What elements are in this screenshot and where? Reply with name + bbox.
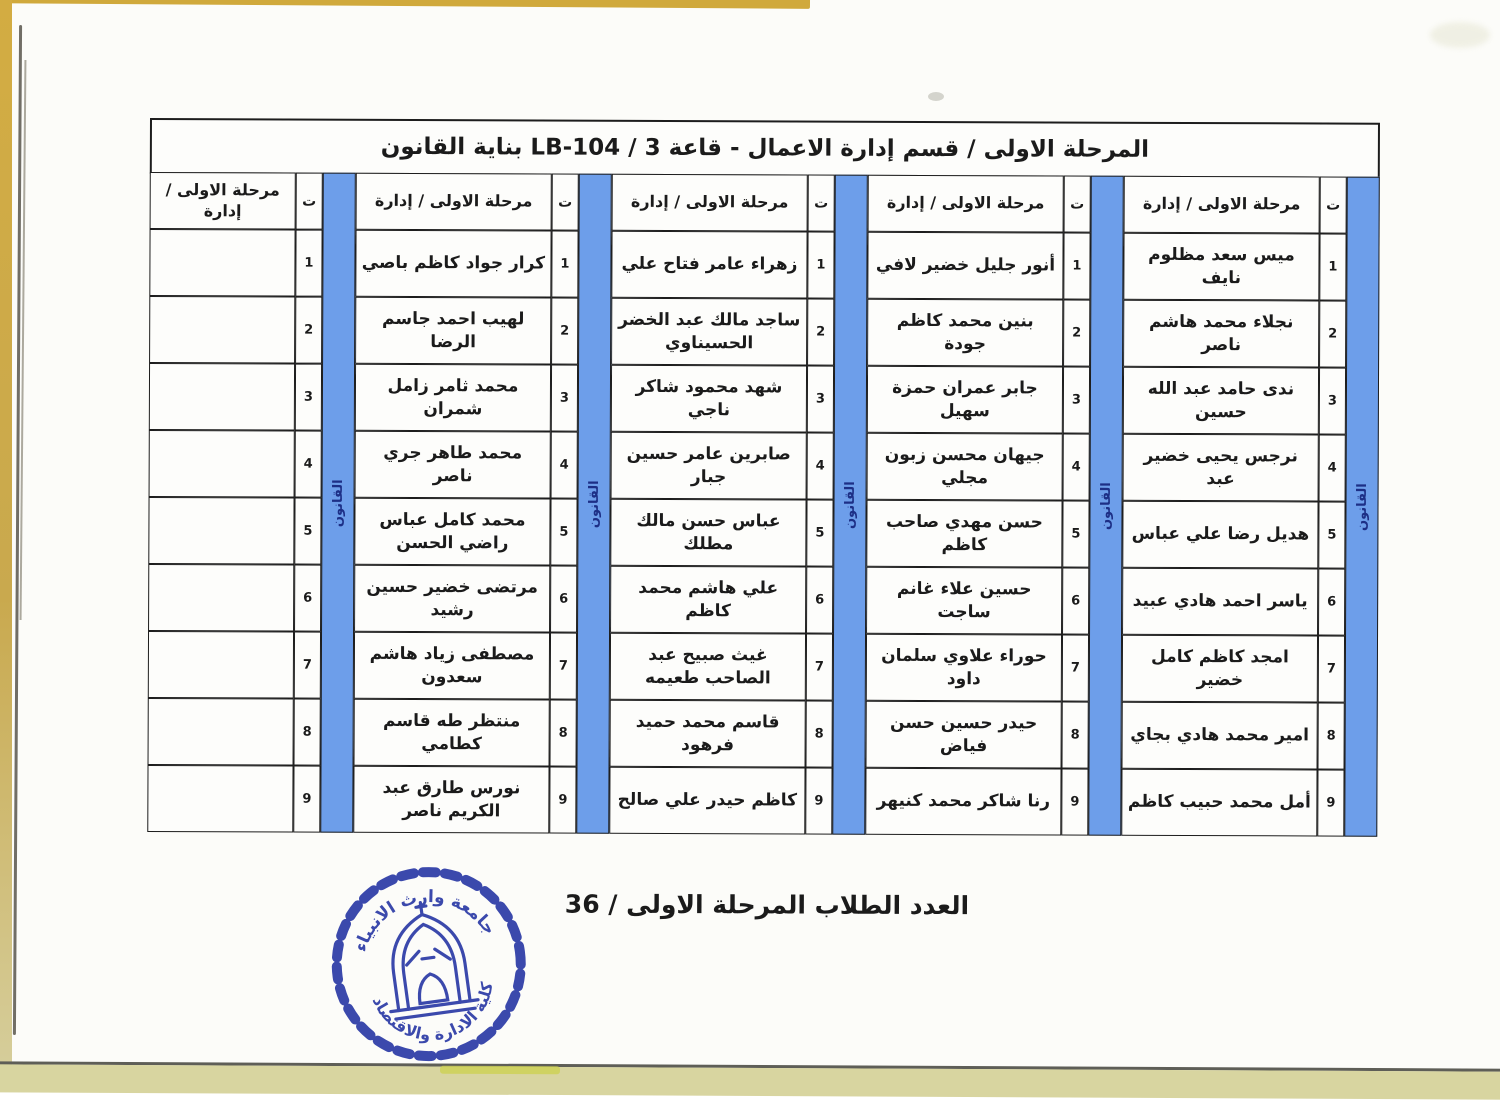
student-name-cell: جيهان محسن زبون مجلي	[867, 433, 1063, 501]
serial-cell: 7	[1318, 635, 1345, 702]
law-building-label: القانون	[1098, 481, 1114, 530]
student-name-cell: نورس طارق عبد الكريم ناصر	[353, 766, 549, 834]
scan-artifact-page-bottom-edge	[0, 1061, 1500, 1071]
student-name-cell	[148, 497, 294, 565]
student-name-cell: بنين محمد كاظم جودة	[867, 299, 1063, 367]
serial-cell: 8	[294, 699, 321, 766]
student-name-cell: أنور جليل خضير لافي	[867, 232, 1063, 300]
serial-cell: 7	[806, 634, 833, 701]
serial-cell: 9	[293, 766, 320, 833]
serial-cell: 1	[551, 231, 578, 298]
group-header-cell: مرحلة الاولى / إدارة	[150, 172, 296, 230]
student-name-cell: ياسر احمد هادي عبيد	[1122, 568, 1318, 636]
group-header-cell: مرحلة الاولى / إدارة	[1124, 176, 1320, 234]
student-name-cell: حسن مهدي صاحب كاظم	[866, 500, 1062, 568]
serial-cell: 4	[1319, 434, 1346, 501]
serial-cell: 5	[294, 498, 321, 565]
student-name-cell: لهيب احمد جاسم الرضا	[355, 297, 551, 365]
building-sidebar	[1088, 176, 1124, 836]
student-name-cell: زهراء عامر فتاح علي	[611, 231, 807, 299]
serial-cell: 5	[1062, 501, 1089, 568]
group-header-cell: مرحلة الاولى / إدارة	[356, 173, 552, 231]
serial-cell: 7	[294, 632, 321, 699]
student-name-cell: حيدر حسين حسن فياض	[866, 701, 1062, 769]
student-name-cell: امير محمد هادي بجاي	[1122, 702, 1318, 770]
serial-cell: 5	[806, 500, 833, 567]
serial-cell: 2	[807, 299, 834, 366]
building-sidebar	[320, 173, 356, 833]
serial-cell: 3	[1319, 367, 1346, 434]
document-content	[147, 118, 1390, 1045]
column-group	[609, 174, 868, 835]
serial-cell: 1	[807, 232, 834, 299]
student-name-cell: نرجس يحيى خضير عبد	[1123, 434, 1319, 502]
page-title-text: المرحلة الاولى / قسم إدارة الاعمال - قاعة 3 / LB-104 بناية القانون	[380, 133, 1150, 163]
student-name-cell	[148, 564, 294, 632]
serial-cell: 6	[806, 567, 833, 634]
student-name-cell	[149, 229, 295, 297]
university-stamp	[308, 844, 549, 1085]
serial-cell: 3	[1063, 367, 1090, 434]
serial-header-cell: ت	[808, 175, 835, 232]
student-name-cell: حوراء علاوي سلمان داود	[866, 634, 1062, 702]
scan-artifact-fold-line	[20, 60, 26, 620]
serial-cell: 4	[295, 431, 322, 498]
serial-cell: 6	[294, 565, 321, 632]
serial-cell: 3	[807, 366, 834, 433]
serial-header-cell: ت	[1320, 176, 1347, 233]
serial-cell: 4	[807, 433, 834, 500]
student-count-note: العدد الطلاب المرحلة الاولى / 36	[564, 889, 970, 921]
student-name-cell	[149, 296, 295, 364]
serial-cell: 2	[1063, 300, 1090, 367]
student-name-cell: صابرين عامر حسين جبار	[611, 432, 807, 500]
student-name-cell: محمد ثامر زامل شمران	[355, 364, 551, 432]
serial-cell: 6	[1318, 568, 1345, 635]
student-name-cell: كاظم حيدر علي صالح	[609, 767, 805, 835]
building-sidebar	[1344, 177, 1380, 837]
scan-artifact-top-edge	[0, 0, 810, 9]
law-building-label: القانون	[330, 478, 346, 527]
student-name-cell: محمد طاهر جري ناصر	[355, 431, 551, 499]
scan-artifact-smudge	[928, 92, 944, 101]
student-name-cell: عباس حسن مالك مطلك	[610, 499, 806, 567]
serial-cell: 7	[1062, 635, 1089, 702]
serial-cell: 1	[1319, 233, 1346, 300]
law-building-label: القانون	[586, 479, 602, 528]
student-name-cell: ندى حامد عبد الله حسين	[1123, 367, 1319, 435]
serial-cell: 2	[295, 297, 322, 364]
scan-artifact-fold-line	[13, 25, 22, 1035]
column-group	[865, 175, 1124, 836]
serial-cell: 5	[550, 499, 577, 566]
law-building-label: القانون	[842, 480, 858, 529]
serial-cell: 9	[549, 767, 576, 834]
serial-cell: 6	[550, 566, 577, 633]
serial-cell: 9	[1317, 769, 1344, 836]
serial-cell: 4	[551, 432, 578, 499]
student-table	[147, 172, 1380, 837]
student-name-cell: أمل محمد حبيب كاظم	[1121, 769, 1317, 837]
student-name-cell: ميس سعد مظلوم نايف	[1123, 233, 1319, 301]
student-name-cell	[149, 430, 295, 498]
scan-artifact-smudge	[1430, 22, 1490, 48]
serial-cell: 5	[1318, 501, 1345, 568]
student-name-cell: محمد كامل عباس راضي الحسن	[354, 498, 550, 566]
student-name-cell: كرار جواد كاظم باصي	[355, 230, 551, 298]
building-sidebar	[832, 175, 868, 835]
serial-cell: 8	[1318, 702, 1345, 769]
student-name-cell	[147, 765, 293, 833]
serial-header-cell: ت	[552, 174, 579, 231]
serial-cell: 2	[1319, 300, 1346, 367]
student-name-cell: نجلاء محمد هاشم ناصر	[1123, 300, 1319, 368]
law-building-label: القانون	[1354, 482, 1370, 531]
student-name-cell: جابر عمران حمزة سهيل	[867, 366, 1063, 434]
serial-cell: 4	[1063, 434, 1090, 501]
student-name-cell: منتظر طه قاسم كطامي	[354, 699, 550, 767]
column-group	[1121, 176, 1380, 837]
serial-cell: 8	[550, 700, 577, 767]
serial-cell: 3	[551, 365, 578, 432]
serial-header-cell: ت	[1064, 176, 1091, 233]
serial-cell: 7	[550, 633, 577, 700]
serial-cell: 9	[1061, 769, 1088, 836]
student-name-cell: غيث صبيح عبد الصاحب طعيمه	[610, 633, 806, 701]
serial-cell: 8	[1062, 702, 1089, 769]
scan-artifact-scanner-bed	[0, 1064, 1500, 1099]
group-header-cell: مرحلة الاولى / إدارة	[868, 175, 1064, 233]
serial-cell: 8	[806, 701, 833, 768]
serial-cell: 3	[295, 364, 322, 431]
student-name-cell: قاسم محمد حميد فرهود	[610, 700, 806, 768]
scan-artifact-left-edge	[0, 0, 12, 1088]
serial-cell: 2	[551, 298, 578, 365]
group-header-cell: مرحلة الاولى / إدارة	[612, 174, 808, 232]
student-name-cell: مصطفى زياد هاشم سعدون	[354, 632, 550, 700]
serial-header-cell: ت	[296, 173, 323, 230]
stamp-bottom-text: كلية الادارة والاقتصاد	[368, 980, 497, 1045]
serial-cell: 1	[295, 230, 322, 297]
serial-cell: 9	[805, 768, 832, 835]
student-name-cell: امجد كاظم كامل خضير	[1122, 635, 1318, 703]
student-name-cell: شهد محمود شاكر ناجي	[611, 365, 807, 433]
stamp-top-text: جامعة وارث الانبياء	[350, 886, 500, 955]
column-group	[147, 172, 356, 833]
serial-cell: 1	[1063, 233, 1090, 300]
student-name-cell: حسين علاء غانم ساجت	[866, 567, 1062, 635]
page-title	[150, 118, 1380, 179]
building-sidebar	[576, 174, 612, 834]
serial-cell: 6	[1062, 568, 1089, 635]
student-name-cell	[148, 631, 294, 699]
student-name-cell	[149, 363, 295, 431]
column-group	[353, 173, 612, 834]
student-name-cell: رنا شاكر محمد كنيهر	[865, 768, 1061, 836]
student-name-cell: مرتضى خضير حسين رشيد	[354, 565, 550, 633]
student-name-cell	[148, 698, 294, 766]
student-name-cell: هديل رضا علي عباس	[1122, 501, 1318, 569]
student-name-cell: علي هاشم محمد كاظم	[610, 566, 806, 634]
student-name-cell: ساجد مالك عبد الخضر الحسيناوي	[611, 298, 807, 366]
